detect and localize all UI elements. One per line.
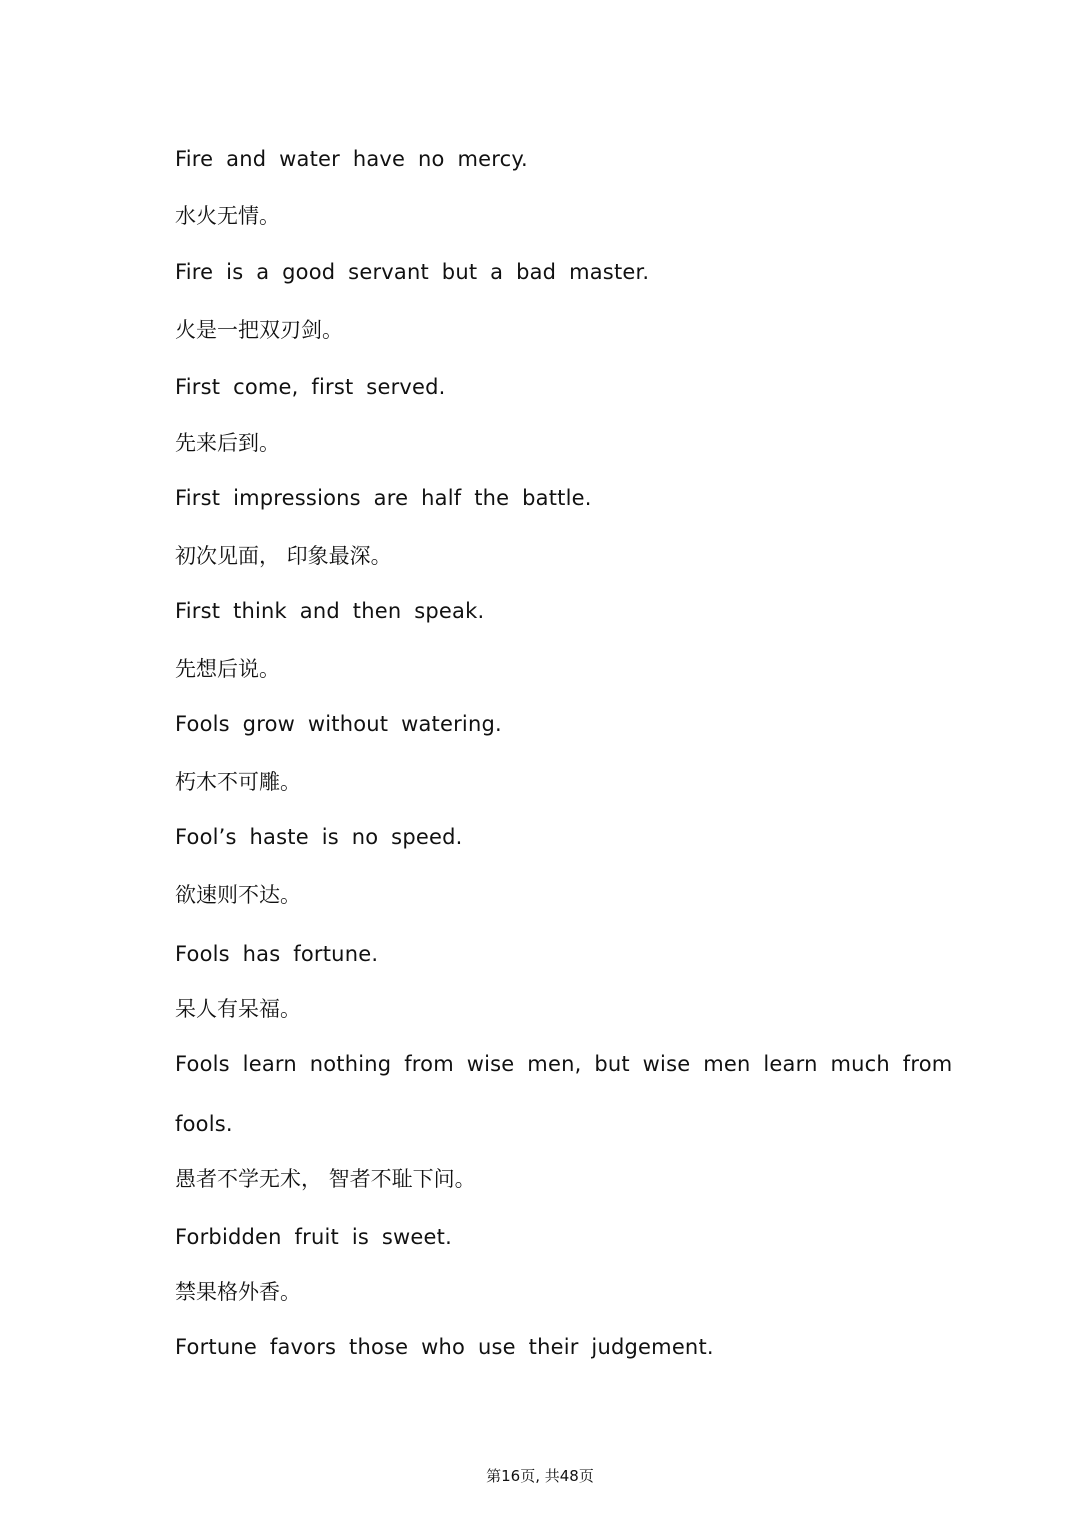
proverb-english: Fools grow without watering.	[175, 712, 502, 736]
proverb-english: Fools learn nothing from wise men, but wise men learn much from	[175, 1052, 953, 1076]
proverb-chinese: 欲速则不达。	[175, 883, 301, 907]
proverb-english: First think and then speak.	[175, 599, 485, 623]
proverb-chinese: 先来后到。	[175, 431, 280, 455]
proverb-english: Forbidden fruit is sweet.	[175, 1225, 452, 1249]
proverb-english: Fools has fortune.	[175, 942, 379, 966]
proverb-english-continued: fools.	[175, 1112, 233, 1136]
proverb-chinese: 呆人有呆福。	[175, 997, 301, 1021]
proverb-chinese: 愚者不学无术， 智者不耻下问。	[175, 1167, 476, 1191]
proverb-chinese: 初次见面， 印象最深。	[175, 544, 392, 568]
proverb-chinese: 先想后说。	[175, 657, 280, 681]
proverb-english: Fire is a good servant but a bad master.	[175, 260, 650, 284]
proverb-english: Fortune favors those who use their judgement.	[175, 1335, 714, 1359]
proverb-english: Fool’s haste is no speed.	[175, 825, 463, 849]
proverb-chinese: 禁果格外香。	[175, 1280, 301, 1304]
proverb-english: Fire and water have no mercy.	[175, 147, 528, 171]
proverb-chinese: 水火无情。	[175, 204, 280, 228]
proverb-english: First come, first served.	[175, 375, 446, 399]
proverb-english: First impressions are half the battle.	[175, 486, 592, 510]
proverb-chinese: 朽木不可雕。	[175, 770, 301, 794]
proverb-chinese: 火是一把双刃剑。	[175, 318, 343, 342]
page-number-footer: 第16页, 共48页	[486, 1467, 594, 1485]
